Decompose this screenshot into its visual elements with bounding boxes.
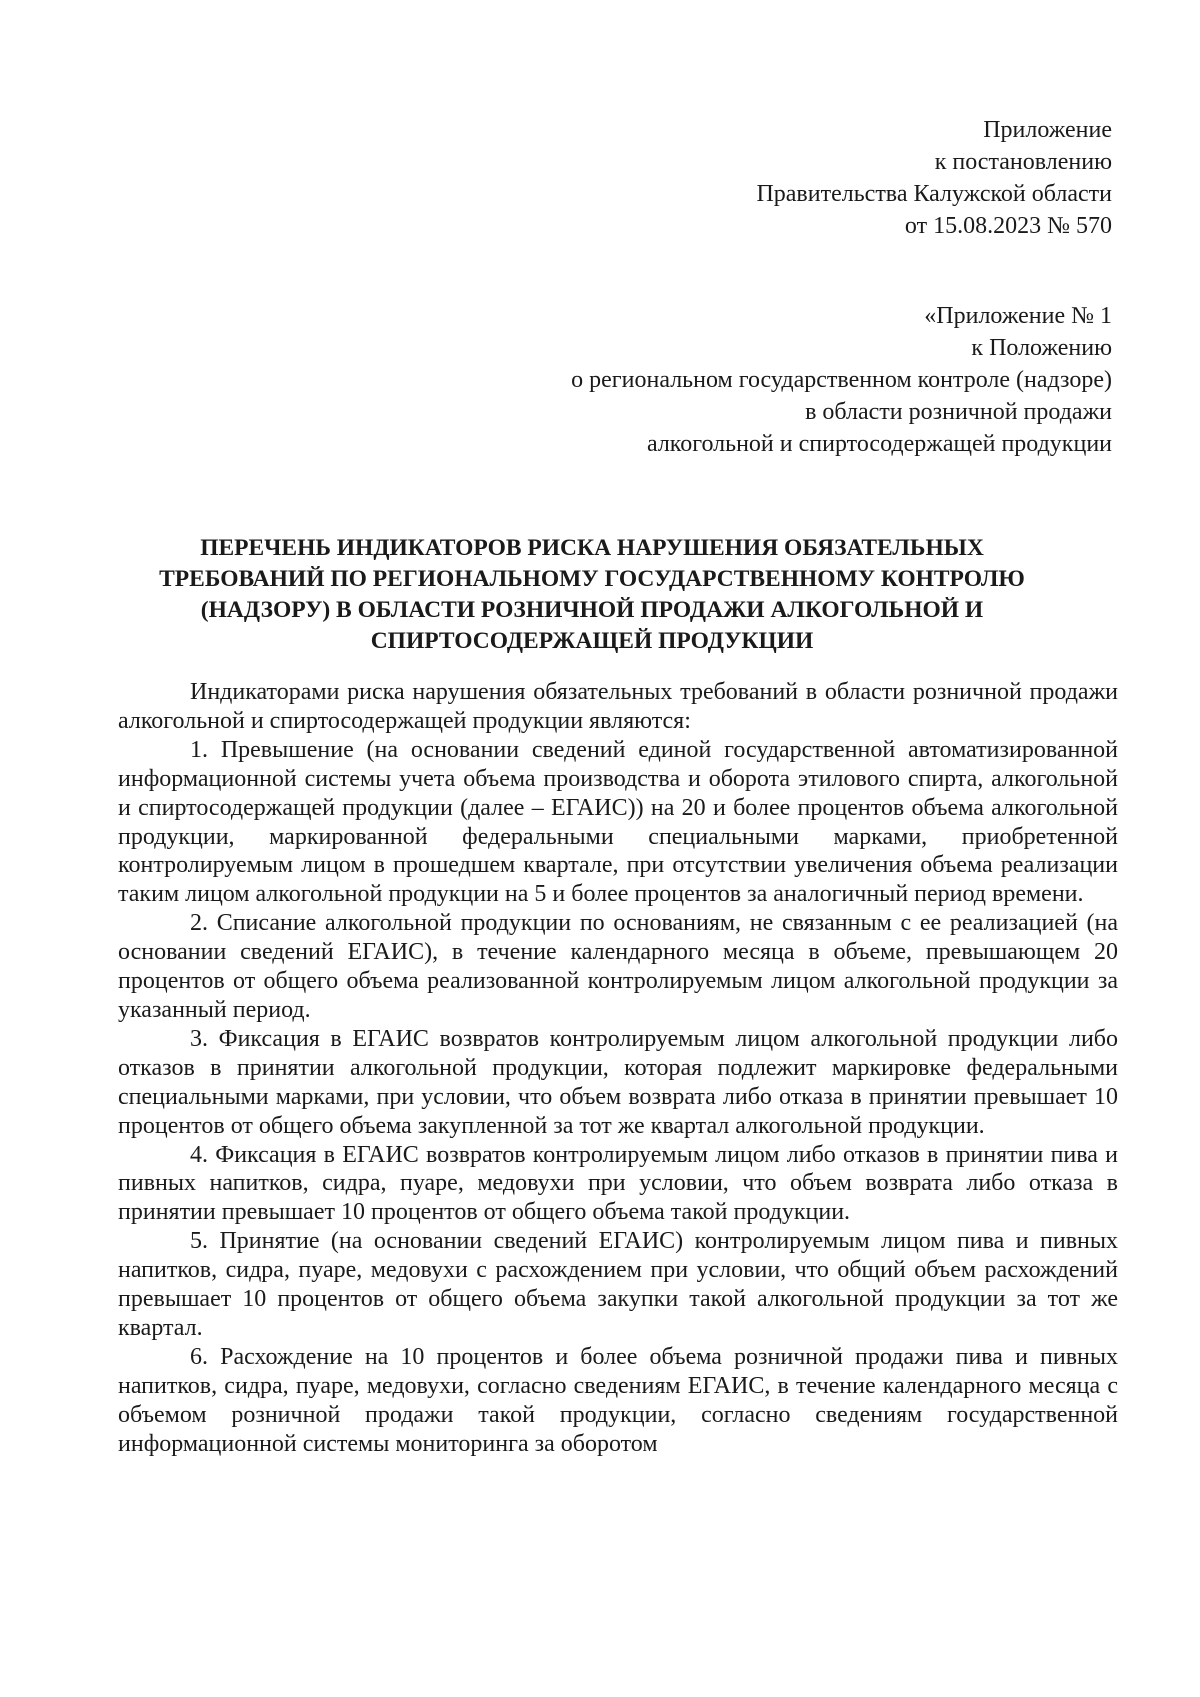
indicator-item: [118, 909, 1118, 1025]
appendix-header-line: к постановлению: [934, 149, 1112, 175]
appendix-header-line: Правительства Калужской области: [756, 181, 1112, 207]
regulation-header-line: в области розничной продажи: [805, 399, 1112, 425]
appendix-header: [756, 114, 1112, 242]
item-text: Принятие (на основании сведений ЕГАИС) контролируемым лицом пива и пивных напитков, сидра, пуаре, медовухи с расхождением при условии, что общий объем расхождений превышает 10 процентов от общего объема закупки такой алкогольной продукции за тот же квартал.: [118, 1228, 1119, 1341]
indicator-item: [118, 1227, 1118, 1343]
regulation-header-line: алкогольной и спиртосодержащей продукции: [646, 431, 1112, 457]
item-number: 6.: [190, 1343, 208, 1370]
item-number: 4.: [190, 1141, 208, 1168]
title-line: ПЕРЕЧЕНЬ ИНДИКАТОРОВ РИСКА НАРУШЕНИЯ ОБЯЗАТЕЛЬНЫХ: [200, 535, 984, 561]
item-number: 2.: [190, 910, 208, 937]
item-number: 1.: [190, 736, 208, 763]
regulation-header-line: к Положению: [971, 335, 1112, 361]
item-text: Расхождение на 10 процентов и более объема розничной продажи пива и пивных напитков, сидра, пуаре, медовухи, согласно сведениям ЕГАИС, в течение календарного месяца с объемом розничной продажи такой продукции, согласно сведениям государственной информационной системы мониторинга за оборотом: [118, 1343, 1119, 1457]
indicator-item: [118, 736, 1118, 909]
appendix-header-line: от 15.08.2023 № 570: [904, 213, 1112, 239]
item-number: 3.: [190, 1025, 208, 1052]
document-body: [118, 678, 1118, 1458]
appendix-header-line: Приложение: [983, 117, 1112, 143]
regulation-header-line: о региональном государственном контроле (надзоре): [571, 367, 1112, 393]
title-line: (НАДЗОРУ) В ОБЛАСТИ РОЗНИЧНОЙ ПРОДАЖИ АЛКОГОЛЬНОЙ И: [200, 597, 984, 623]
item-text: Фиксация в ЕГАИС возвратов контролируемым лицом либо отказов в принятии пива и пивных напитков, сидра, пуаре, медовухи при условии, что объем возврата либо отказа в принятии превышает 10 процентов от общего объема такой продукции.: [118, 1141, 1119, 1226]
indicator-item: [118, 1343, 1118, 1459]
document-title: [118, 533, 1066, 657]
intro-paragraph: Индикаторами риска нарушения обязательных требований в области розничной продажи алкогольной и спиртосодержащей продукции являются:: [118, 679, 1118, 734]
indicator-item: [118, 1025, 1118, 1141]
item-number: 5.: [190, 1228, 208, 1255]
item-text: Списание алкогольной продукции по основаниям, не связанным с ее реализацией (на основании сведений ЕГАИС), в течение календарного месяца в объеме, превышающем 20 процентов от общего объема реализованной контролируемым лицом алкогольной продукции за указанный период.: [118, 910, 1118, 1023]
item-text: Фиксация в ЕГАИС возвратов контролируемым лицом алкогольной продукции либо отказов в принятии алкогольной продукции, которая подлежит маркировке федеральными специальными марками, при условии, что объем возврата либо отказа в принятии превышает 10 процентов от общего объема закупленной за тот же квартал алкогольной продукции.: [118, 1025, 1118, 1139]
regulation-appendix-header: [571, 300, 1112, 460]
indicator-item: [118, 1141, 1118, 1228]
regulation-header-line: «Приложение № 1: [924, 303, 1112, 329]
title-line: ТРЕБОВАНИЙ ПО РЕГИОНАЛЬНОМУ ГОСУДАРСТВЕННОМУ КОНТРОЛЮ: [159, 566, 1025, 592]
title-line: СПИРТОСОДЕРЖАЩЕЙ ПРОДУКЦИИ: [370, 628, 814, 654]
item-text: Превышение (на основании сведений единой государственной автоматизированной информационной системы учета объема производства и оборота этилового спирта, алкогольной и спиртосодержащей продукции (далее – ЕГАИС)) на 20 и более процентов объема алкогольной продукции, маркированной федеральными специальными марками, приобретенной контролируемым лицом в прошедшем квартале, при отсутствии увеличения объема реализации таким лицом алкогольной продукции на 5 и более процентов за аналогичный период времени.: [118, 736, 1119, 908]
